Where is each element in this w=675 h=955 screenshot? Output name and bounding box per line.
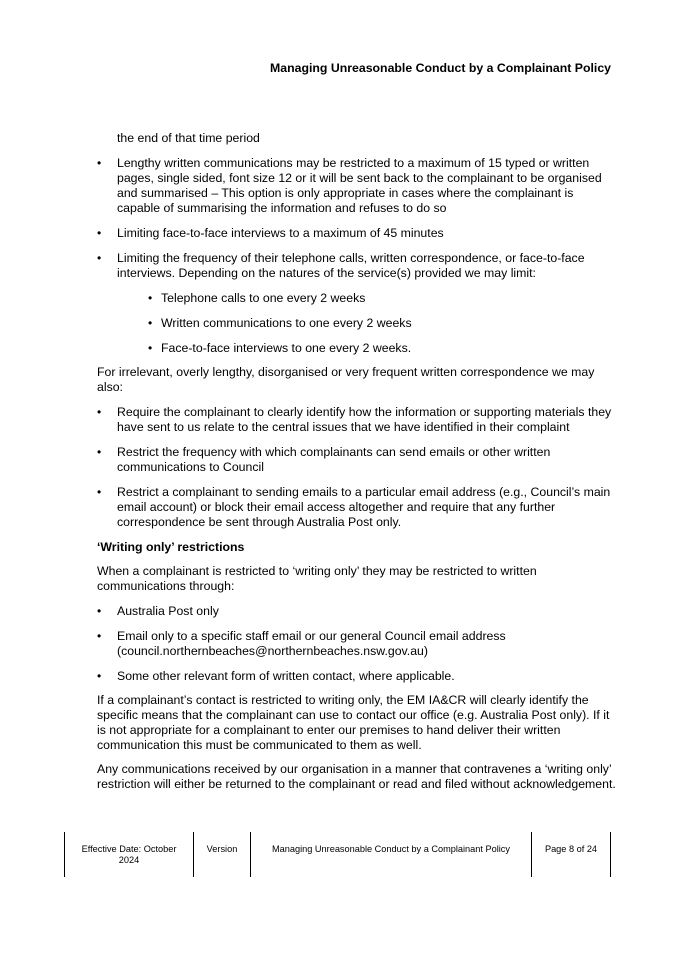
list-item: • Restrict a complainant to sending emails to a particular email address (e.g., Council’s main email account) or block their email access altogether and require that any further correspondence be sent through Australia Post only. [97,485,617,530]
footer-effective-date-cell [64,832,193,877]
frequency-sublist [117,291,617,356]
footer-version: Version [206,844,238,854]
footer-page-cell [531,832,611,877]
list-item: • Require the complainant to clearly identify how the information or supporting materials they have sent to us relate to the central issues that we have identified in their complaint [97,405,617,435]
footer-title: Managing Unreasonable Conduct by a Complainant Policy [272,844,510,854]
paragraph-writing-only: When a complainant is restricted to ‘writing only’ they may be restricted to written communications through: [97,564,537,593]
list-item: • Restrict the frequency with which complainants can send emails or other written communications to Council [97,445,617,475]
section-heading: ‘Writing only’ restrictions [97,540,245,554]
list-item [97,251,617,356]
restriction-list [97,156,617,356]
list-item: • Limiting face-to-face interviews to a maximum of 45 minutes [97,226,617,241]
sublist-item: • Written communications to one every 2 weeks [117,316,617,331]
list-item: • Australia Post only [97,604,617,619]
page-header-title: Managing Unreasonable Conduct by a Complainant Policy [270,61,611,75]
list-item: • Lengthy written communications may be restricted to a maximum of 15 typed or written pages, single sided, font size 12 or it will be sent back to the complainant to be organised and summarised – This option is only appropriate in cases where the complainant is capable of summarising the information and refuses to do so [97,156,617,216]
paragraph-correspondence: For irrelevant, overly lengthy, disorganised or very frequent written correspondence we may also: [97,365,595,394]
correspondence-list [97,405,617,530]
sublist-item: • Face-to-face interviews to one every 2 weeks. [117,341,617,356]
document-body [97,131,617,792]
list-item-text: Limiting the frequency of their telephone calls, written correspondence, or face-to-face interviews. Depending on the natures of the service(s) provided we may limit: [117,251,585,280]
footer-effective-date: Effective Date: October 2024 [81,844,177,865]
paragraph-contravention: Any communications received by our organisation in a manner that contravenes a ‘writing only’ restriction will either be returned to the complainant or read and filed without acknowledgement. [97,762,616,791]
paragraph-contact-restriction: If a complainant’s contact is restricted to writing only, the EM IA&CR will clearly identify the specific means that the complainant can use to contact our office (e.g. Australia Post only). If it is not appropriate for a complainant to enter our premises to hand deliver their written communication this must be communicated to them as well. [97,693,610,752]
footer-version-cell [193,832,250,877]
page-footer [64,832,611,877]
sublist-item: • Telephone calls to one every 2 weeks [117,291,617,306]
list-item: • Email only to a specific staff email or our general Council email address (council.northernbeaches@northernbeaches.nsw.gov.au) [97,629,617,659]
writing-methods-list [97,604,617,684]
footer-title-cell [250,832,531,877]
list-item: • Some other relevant form of written contact, where applicable. [97,669,617,684]
footer-page-number: Page 8 of 24 [544,844,598,854]
continued-list-text: the end of that time period [117,131,260,145]
